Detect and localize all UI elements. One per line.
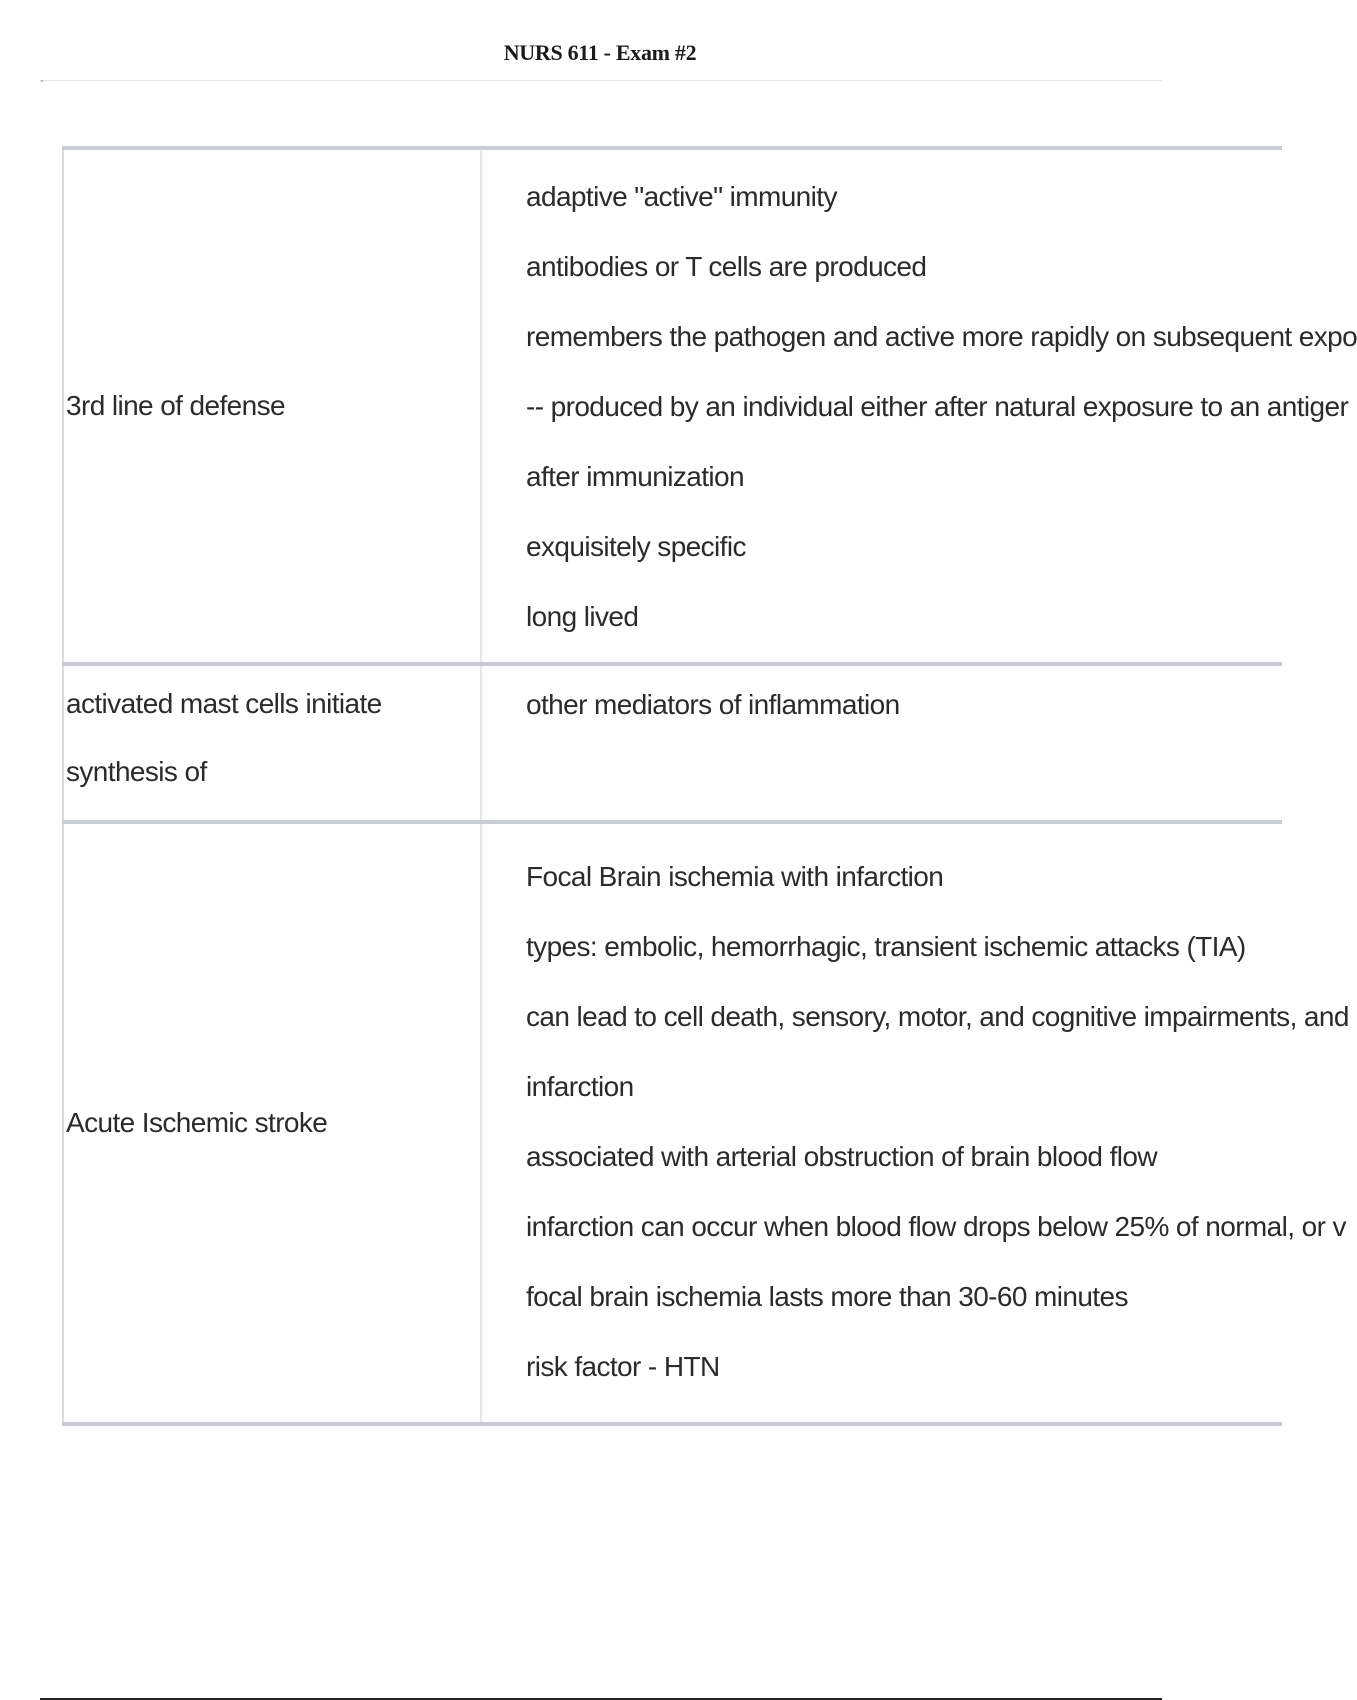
table-row [63, 664, 1282, 822]
term-text: Acute Ischemic stroke [66, 1107, 328, 1138]
definition-line: long lived [526, 601, 639, 632]
table-row [63, 822, 1282, 1424]
definition-cell [481, 822, 1349, 1424]
definition-line: focal brain ischemia lasts more than 30-60 minutes [526, 1281, 1128, 1312]
flashcard-table-frame [62, 146, 1357, 1442]
definition-line: remembers the pathogen and active more rapidly on subsequent expo [526, 321, 1357, 352]
definition-line: exquisitely specific [526, 531, 746, 562]
definition-line: adaptive "active" immunity [526, 181, 837, 212]
definition-line: after immunization [526, 461, 744, 492]
definition-line: -- produced by an individual either after natural exposure to an antiger [526, 391, 1349, 422]
definition-cell [481, 664, 1282, 822]
definition-line: risk factor - HTN [526, 1351, 720, 1382]
term-cell [63, 148, 481, 664]
header-divider [40, 80, 1162, 81]
definition-line: associated with arterial obstruction of brain blood flow [526, 1141, 1157, 1172]
definition-line: other mediators of inflammation [526, 689, 900, 720]
definition-line: infarction can occur when blood flow drops below 25% of normal, or v [526, 1211, 1346, 1242]
page-title: NURS 611 - Exam #2 [503, 40, 697, 65]
definition-cell [481, 148, 1357, 664]
definition-line: Focal Brain ischemia with infarction [526, 861, 944, 892]
term-text: 3rd line of defense [66, 390, 285, 421]
term-cell [63, 822, 481, 1424]
definition-line: can lead to cell death, sensory, motor, and cognitive impairments, and [526, 1001, 1349, 1032]
table-row [63, 148, 1282, 664]
definition-line: types: embolic, hemorrhagic, transient ischemic attacks (TIA) [526, 931, 1246, 962]
definition-line: infarction [526, 1071, 634, 1102]
term-text: activated mast cells initiate synthesis of [66, 688, 382, 787]
term-cell [63, 664, 481, 822]
margin-mark [41, 80, 43, 82]
flashcard-table [62, 146, 1357, 1426]
page-header [0, 0, 1200, 82]
definition-line: antibodies or T cells are produced [526, 251, 927, 282]
